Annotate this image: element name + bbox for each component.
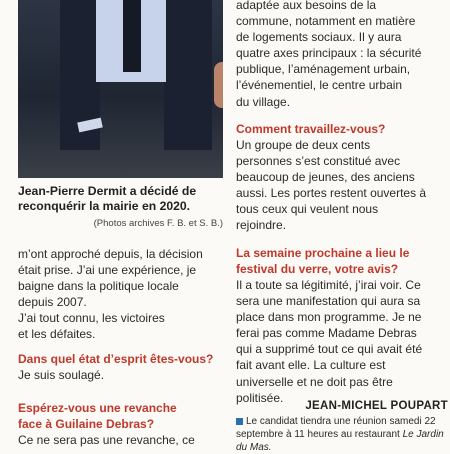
meeting-note: Le candidat tiendra une réunion samedi 22 septembre à 11 heures au restaurant Le Jardin du Mas. bbox=[236, 416, 444, 453]
photo-caption: Jean-Pierre Dermit a décidé de reconquérir la mairie en 2020. bbox=[18, 184, 197, 213]
question-festival: La semaine prochaine a lieu le festival du verre, votre avis? Il a toute sa légitimité, j’irai voir. Ce sera une manifestation qui aura sa place dans mon programme. Je ne ferai pas comme Madame Debras qui a supprimé tout ce qui avait été fait avant elle. La culture est universelle et ne doit pas être politisée. bbox=[236, 246, 423, 405]
photo-credit: (Photos archives F. B. et S. B.) bbox=[93, 218, 223, 229]
candidate-photo bbox=[18, 0, 223, 178]
author-signature: JEAN-MICHEL POUPART bbox=[305, 400, 448, 412]
question-revenge: Espérez-vous une revanche face à Guilaine Debras? Ce ne sera pas une revanche, ce bbox=[18, 401, 195, 447]
question-how-work: Comment travaillez-vous? Un groupe de deux cents personnes s’est constitué avec beaucoup de jeunes, des anciens aussi. Les portes restent ouvertes à tous ceux qui veulent nous rejoindre. bbox=[236, 122, 427, 233]
bullet-square-icon bbox=[236, 418, 243, 425]
question-state-of-mind: Dans quel état d’esprit êtes-vous? Je suis soulagé. bbox=[18, 352, 214, 382]
left-paragraph: m’ont approché depuis, la décision était prise. J’ai une expérience, je baigne dans la politique locale depuis 2007. J’ai tout connu, les victoires et les défaites. bbox=[18, 247, 203, 342]
right-paragraph: adaptée aux besoins de la commune, notamment en matière de logements sociaux. Il y aura quatre axes principaux : la sécurité publique, l’aménagement urbain, l’événementiel, le centre urbain du village. bbox=[236, 0, 422, 109]
